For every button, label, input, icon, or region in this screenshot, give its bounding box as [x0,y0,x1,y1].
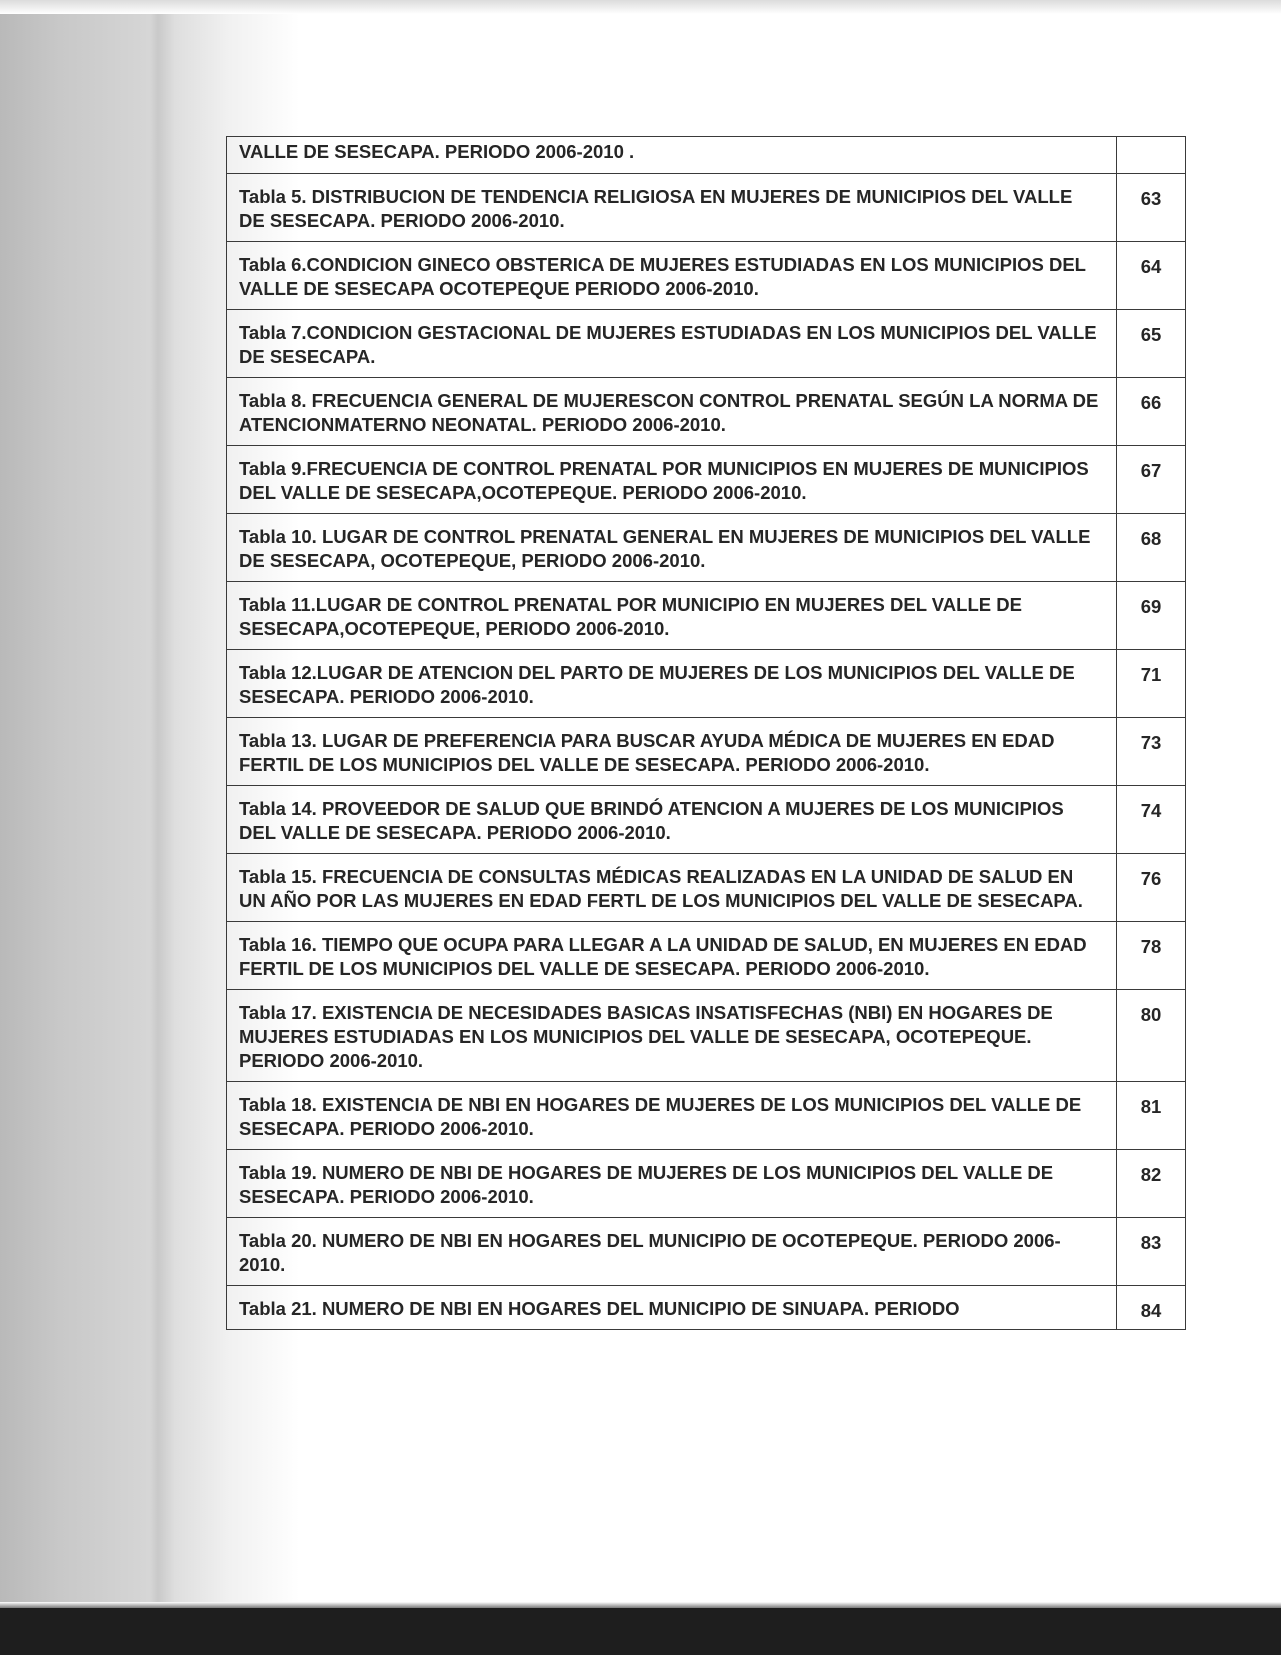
toc-row [227,1150,1186,1218]
toc-entry-title: Tabla 12.LUGAR DE ATENCION DEL PARTO DE MUJERES DE LOS MUNICIPIOS DEL VALLE DE SESECAPA. PERIODO 2006-2010. [227,650,1117,718]
toc-row [227,718,1186,786]
toc-entry-page: 65 [1117,310,1186,378]
toc-row [227,1218,1186,1286]
toc-row [227,446,1186,514]
toc-entry-title: Tabla 15. FRECUENCIA DE CONSULTAS MÉDICAS REALIZADAS EN LA UNIDAD DE SALUD EN UN AÑO POR LAS MUJERES EN EDAD FERTL DE LOS MUNICIPIOS DEL VALLE DE SESECAPA. [227,854,1117,922]
toc-row [227,137,1186,174]
toc-row [227,922,1186,990]
toc-entry-page: 83 [1117,1218,1186,1286]
toc-entry-page: 63 [1117,174,1186,242]
toc-entry-page: 69 [1117,582,1186,650]
toc-row [227,582,1186,650]
toc-entry-title: VALLE DE SESECAPA. PERIODO 2006-2010 . [227,137,1117,174]
toc-entry-page: 67 [1117,446,1186,514]
toc-entry-page: 71 [1117,650,1186,718]
toc-entry-page [1117,137,1186,174]
toc-entry-page: 82 [1117,1150,1186,1218]
toc-row [227,514,1186,582]
toc-entry-title: Tabla 19. NUMERO DE NBI DE HOGARES DE MUJERES DE LOS MUNICIPIOS DEL VALLE DE SESECAPA. PERIODO 2006-2010. [227,1150,1117,1218]
toc-entry-title: Tabla 11.LUGAR DE CONTROL PRENATAL POR MUNICIPIO EN MUJERES DEL VALLE DE SESECAPA,OCOTEPEQUE, PERIODO 2006-2010. [227,582,1117,650]
toc-entry-page: 76 [1117,854,1186,922]
toc-row [227,242,1186,310]
toc-row [227,1286,1186,1330]
toc-entry-title: Tabla 10. LUGAR DE CONTROL PRENATAL GENERAL EN MUJERES DE MUNICIPIOS DEL VALLE DE SESECAPA, OCOTEPEQUE, PERIODO 2006-2010. [227,514,1117,582]
toc-row [227,650,1186,718]
toc-entry-title: Tabla 21. NUMERO DE NBI EN HOGARES DEL MUNICIPIO DE SINUAPA. PERIODO [227,1286,1117,1330]
toc-entry-page: 66 [1117,378,1186,446]
toc-entry-page: 73 [1117,718,1186,786]
toc-entry-page: 64 [1117,242,1186,310]
toc-row [227,990,1186,1082]
toc-entry-page: 80 [1117,990,1186,1082]
toc-entry-title: Tabla 8. FRECUENCIA GENERAL DE MUJERESCON CONTROL PRENATAL SEGÚN LA NORMA DE ATENCIONMATERNO NEONATAL. PERIODO 2006-2010. [227,378,1117,446]
toc-entry-title: Tabla 9.FRECUENCIA DE CONTROL PRENATAL POR MUNICIPIOS EN MUJERES DE MUNICIPIOS DEL VALLE DE SESECAPA,OCOTEPEQUE. PERIODO 2006-2010. [227,446,1117,514]
toc-entry-page: 84 [1117,1286,1186,1330]
toc-entry-page: 68 [1117,514,1186,582]
toc-entry-title: Tabla 13. LUGAR DE PREFERENCIA PARA BUSCAR AYUDA MÉDICA DE MUJERES EN EDAD FERTIL DE LOS MUNICIPIOS DEL VALLE DE SESECAPA. PERIODO 2006-2010. [227,718,1117,786]
toc-entry-title: Tabla 18. EXISTENCIA DE NBI EN HOGARES DE MUJERES DE LOS MUNICIPIOS DEL VALLE DE SESECAPA. PERIODO 2006-2010. [227,1082,1117,1150]
toc-row [227,174,1186,242]
toc-row [227,786,1186,854]
toc-row [227,1082,1186,1150]
toc-row [227,310,1186,378]
toc-entry-title: Tabla 17. EXISTENCIA DE NECESIDADES BASICAS INSATISFECHAS (NBI) EN HOGARES DE MUJERES ESTUDIADAS EN LOS MUNICIPIOS DEL VALLE DE SESECAPA, OCOTEPEQUE. PERIODO 2006-2010. [227,990,1117,1082]
toc-entry-title: Tabla 16. TIEMPO QUE OCUPA PARA LLEGAR A LA UNIDAD DE SALUD, EN MUJERES EN EDAD FERTIL DE LOS MUNICIPIOS DEL VALLE DE SESECAPA. PERIODO 2006-2010. [227,922,1117,990]
toc-entry-title: Tabla 20. NUMERO DE NBI EN HOGARES DEL MUNICIPIO DE OCOTEPEQUE. PERIODO 2006-2010. [227,1218,1117,1286]
page-top-edge [0,0,1281,14]
toc-entry-title: Tabla 14. PROVEEDOR DE SALUD QUE BRINDÓ ATENCION A MUJERES DE LOS MUNICIPIOS DEL VALLE DE SESECAPA. PERIODO 2006-2010. [227,786,1117,854]
toc-entry-title: Tabla 5. DISTRIBUCION DE TENDENCIA RELIGIOSA EN MUJERES DE MUNICIPIOS DEL VALLE DE SESECAPA. PERIODO 2006-2010. [227,174,1117,242]
toc-row [227,378,1186,446]
table-of-contents [226,136,1186,1330]
toc-entry-title: Tabla 7.CONDICION GESTACIONAL DE MUJERES ESTUDIADAS EN LOS MUNICIPIOS DEL VALLE DE SESECAPA. [227,310,1117,378]
scan-bottom-band [0,1608,1281,1655]
toc-entry-page: 78 [1117,922,1186,990]
toc-entry-page: 81 [1117,1082,1186,1150]
toc-row [227,854,1186,922]
toc-entry-title: Tabla 6.CONDICION GINECO OBSTERICA DE MUJERES ESTUDIADAS EN LOS MUNICIPIOS DEL VALLE DE SESECAPA OCOTEPEQUE PERIODO 2006-2010. [227,242,1117,310]
toc-entry-page: 74 [1117,786,1186,854]
